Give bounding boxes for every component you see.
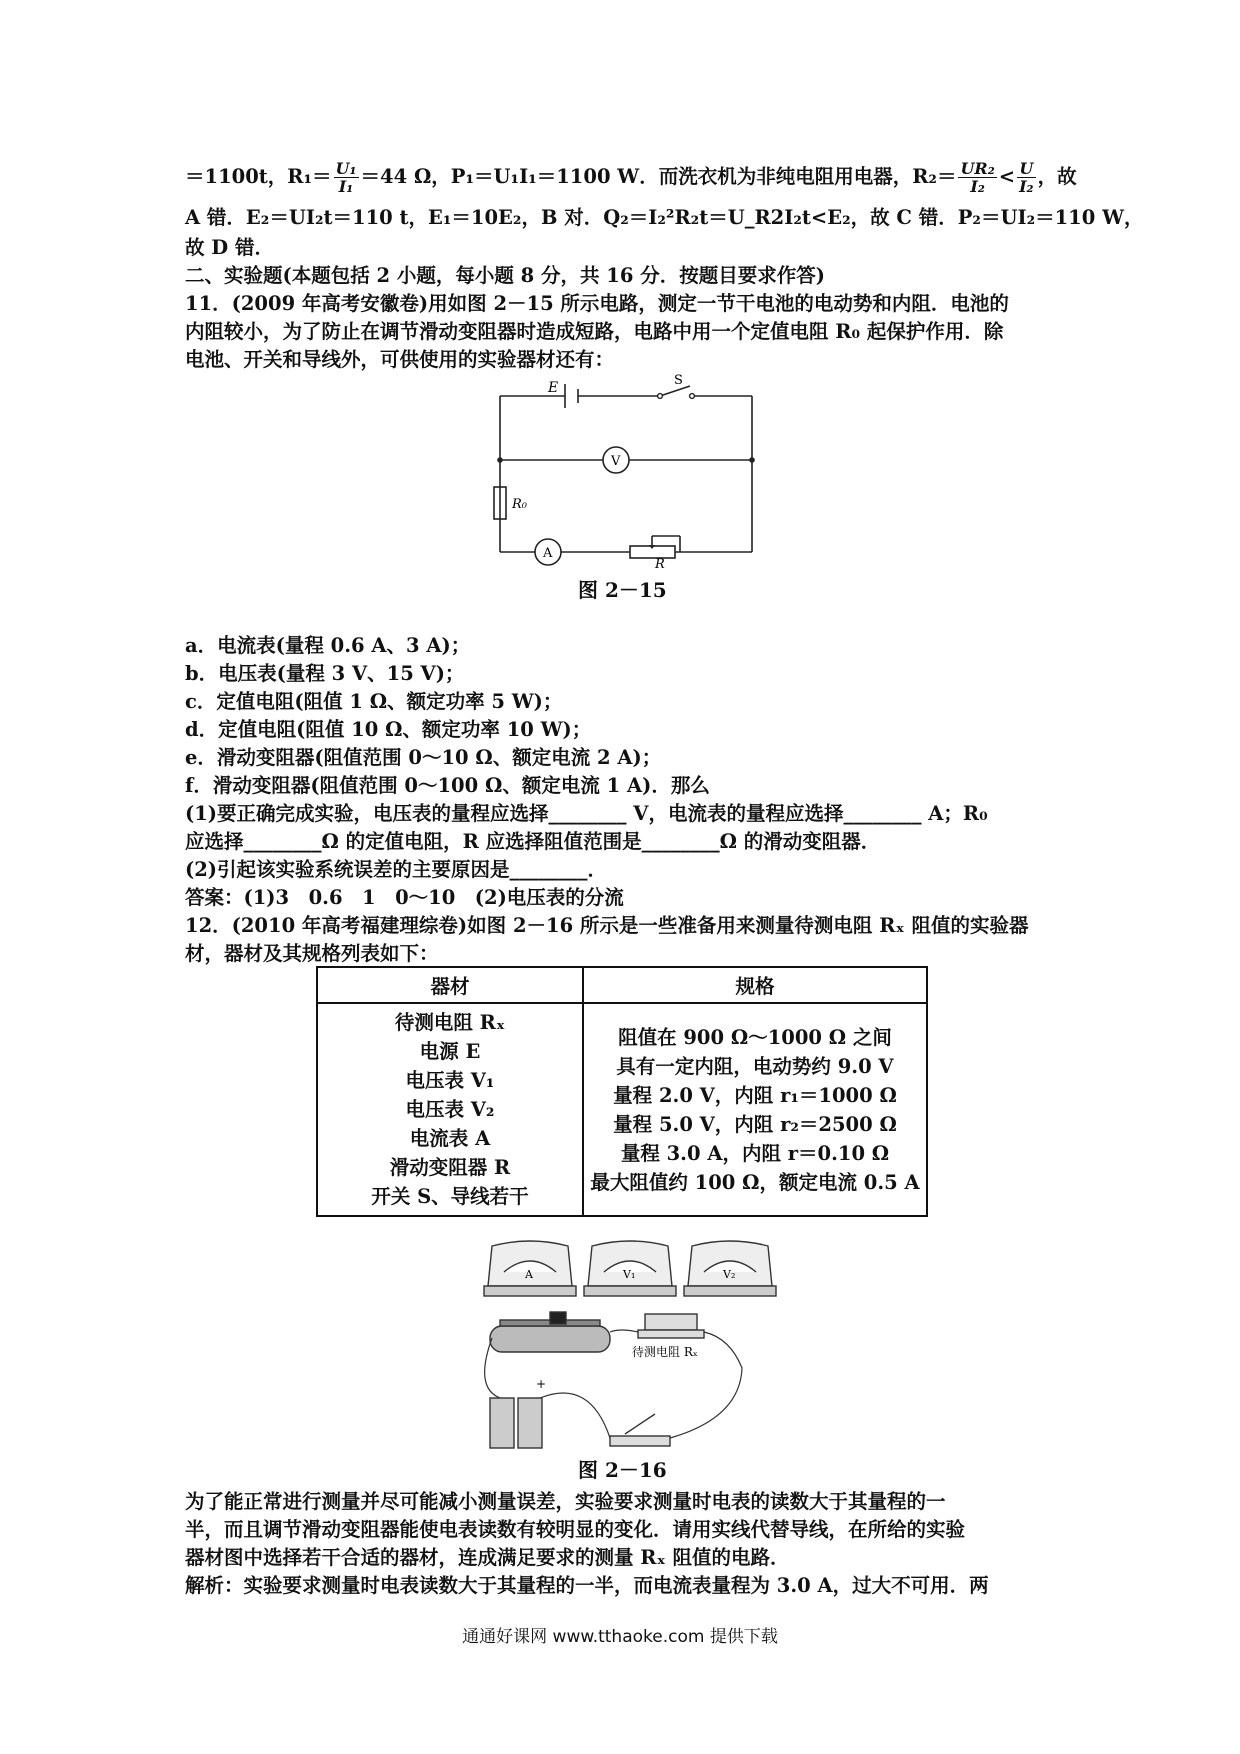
equipment-item: 电源 E: [419, 1040, 481, 1063]
spec-item: 具有一定内阻，电动势约 9.0 V: [616, 1054, 894, 1078]
option-d: d．定值电阻(阻值 10 Ω、额定功率 10 W)；: [185, 718, 592, 741]
q11-line-1: 11．(2009 年高考安徽卷)用如图 2－15 所示电路，测定一节干电池的电动势和内阻．电池的: [185, 292, 1009, 315]
paragraph-line-2: 半，而且调节滑动变阻器能使电表读数有较明显的变化．请用实线代替导线，在所给的实验: [185, 1518, 966, 1541]
label-R0: R₀: [512, 497, 527, 512]
battery-drawing: [490, 1398, 542, 1448]
table-header-spec: 规格: [583, 967, 927, 1003]
option-c: c．定值电阻(阻值 1 Ω、额定功率 5 W)；: [185, 690, 563, 713]
rx-label: 待测电阻 Rₓ: [632, 1345, 698, 1359]
rx-resistor-drawing: [638, 1314, 704, 1338]
equipment-item: 电压表 V₂: [405, 1098, 495, 1121]
rheostat-drawing: [490, 1312, 610, 1352]
figure-caption-2-15: 图 2－15: [578, 578, 667, 602]
spec-item: 最大阻值约 100 Ω，额定电流 0.5 A: [590, 1170, 920, 1194]
question-1-line-2: 应选择________Ω 的定值电阻，R 应选择阻值范围是________Ω 的滑动变阻器．: [185, 830, 881, 853]
equipment-item: 电压表 V₁: [405, 1069, 495, 1092]
equipment-item: 待测电阻 Rₓ: [394, 1011, 506, 1034]
text-seg: ＝44 Ω，P: [360, 165, 466, 188]
q11-line-2: 内阻较小，为了防止在调节滑动变阻器时造成短路，电路中用一个定值电阻 R₀ 起保护作用．除: [185, 320, 1004, 343]
ammeter-label: A: [525, 1268, 533, 1281]
question-1-line-1: (1)要正确完成实验，电压表的量程应选择________ V，电流表的量程应选择________ A；R₀: [185, 802, 988, 825]
text-seg: ＝1100t，R: [185, 165, 304, 188]
fraction-ur2-i2: $\frac{\text{UR₂}}{\text{I₂}}$: [960, 159, 995, 196]
label-S: S: [674, 373, 683, 388]
option-e: e．滑动变阻器(阻值范围 0～10 Ω、额定电流 2 A)；: [185, 746, 662, 769]
option-a: a．电流表(量程 0.6 A、3 A)；: [185, 634, 471, 657]
q11-line-3: 电池、开关和导线外，可供使用的实验器材还有：: [185, 348, 615, 371]
solution-line-2: A 错．E₂＝UI₂t＝110 t，E₁＝10E₂，B 对．Q₂＝I₂²R₂t＝U_R2I₂t<E₂，故 C 错．P₂＝UI₂＝110 W，: [185, 206, 1144, 229]
text-seg: ＝U: [474, 165, 511, 188]
label-E: E: [548, 380, 559, 396]
section-heading: 二、实验题(本题包括 2 小题，每小题 8 分，共 16 分．按题目要求作答): [185, 264, 825, 287]
text-seg: ＝1100 W．而洗衣机为非纯电阻用电器，R: [536, 165, 929, 188]
spec-cell: [583, 1003, 927, 1216]
switch-drawing: [610, 1414, 670, 1446]
spec-item: 量程 5.0 V，内阻 r₂＝2500 Ω: [613, 1112, 897, 1136]
v2-label: V₂: [723, 1268, 736, 1281]
equipment-figure-2-16: [480, 1228, 780, 1478]
paragraph-line-1: 为了能正常进行测量并尽可能减小测量误差，实验要求测量时电表的读数大于其量程的一: [185, 1490, 946, 1513]
spec-item: 量程 2.0 V，内阻 r₁＝1000 Ω: [613, 1083, 897, 1107]
label-R: R: [655, 557, 665, 572]
answer-line: 答案：(1)3 0.6 1 0～10 (2)电压表的分流: [185, 886, 624, 909]
v1-label: V₁: [623, 1268, 636, 1281]
q12-line-1: 12．(2010 年高考福建理综卷)如图 2－16 所示是一些准备用来测量待测电阻 Rₓ 阻值的实验器: [185, 914, 1029, 937]
q12-line-2: 材，器材及其规格列表如下：: [185, 942, 439, 965]
equipment-item: 电流表 A: [409, 1127, 491, 1150]
paragraph-line-3: 器材图中选择若干合适的器材，连成满足要求的测量 Rₓ 阻值的电路．: [185, 1546, 790, 1569]
analysis-line: 解析：实验要求测量时电表读数大于其量程的一半，而电流表量程为 3.0 A，过大不可用．两: [185, 1574, 989, 1597]
equipment-table: [316, 966, 928, 1217]
equipment-item: 滑动变阻器 R: [389, 1156, 511, 1179]
text-seg: ，故: [1037, 165, 1077, 188]
question-2: (2)引起该实验系统误差的主要原因是________．: [185, 858, 608, 881]
equipment-cell: [317, 1003, 583, 1216]
spec-item: 量程 3.0 A，内阻 r＝0.10 Ω: [620, 1141, 890, 1165]
figure-caption-2-16: 图 2－16: [578, 1458, 667, 1482]
solution-line-1: ＝1100t，R₁＝ $\frac{\text{U₁}}{\text{I₁}}$ ＝44 Ω，P₁＝U₁I₁＝1100 W．而洗衣机为非纯电阻用电器，R₂＝ $\frac{\text{UR₂}}{\text{I₂}}$ < $\frac{U}{\text{I₂}}$ ，故: [185, 159, 1077, 196]
spec-item: 阻值在 900 Ω～1000 Ω 之间: [618, 1025, 892, 1049]
label-A: A: [543, 546, 553, 561]
equipment-item: 开关 S、导线若干: [371, 1185, 529, 1208]
option-f: f．滑动变阻器(阻值范围 0～100 Ω、额定电流 1 A)．那么: [185, 774, 710, 797]
solution-line-3: 故 D 错．: [185, 236, 274, 259]
option-b: b．电压表(量程 3 V、15 V)；: [185, 662, 465, 685]
label-V: V: [611, 454, 621, 469]
fraction-u-i2: $\frac{U}{\text{I₂}}$: [1019, 159, 1034, 196]
circuit-figure-2-15: [480, 372, 780, 572]
fraction-u1-i1: $\frac{\text{U₁}}{\text{I₁}}$: [335, 159, 357, 196]
table-header-equipment: 器材: [317, 967, 583, 1003]
footer-source: 通通好课网 www.tthaoke.com 提供下载: [462, 1627, 778, 1647]
battery-plus: +: [536, 1377, 547, 1391]
